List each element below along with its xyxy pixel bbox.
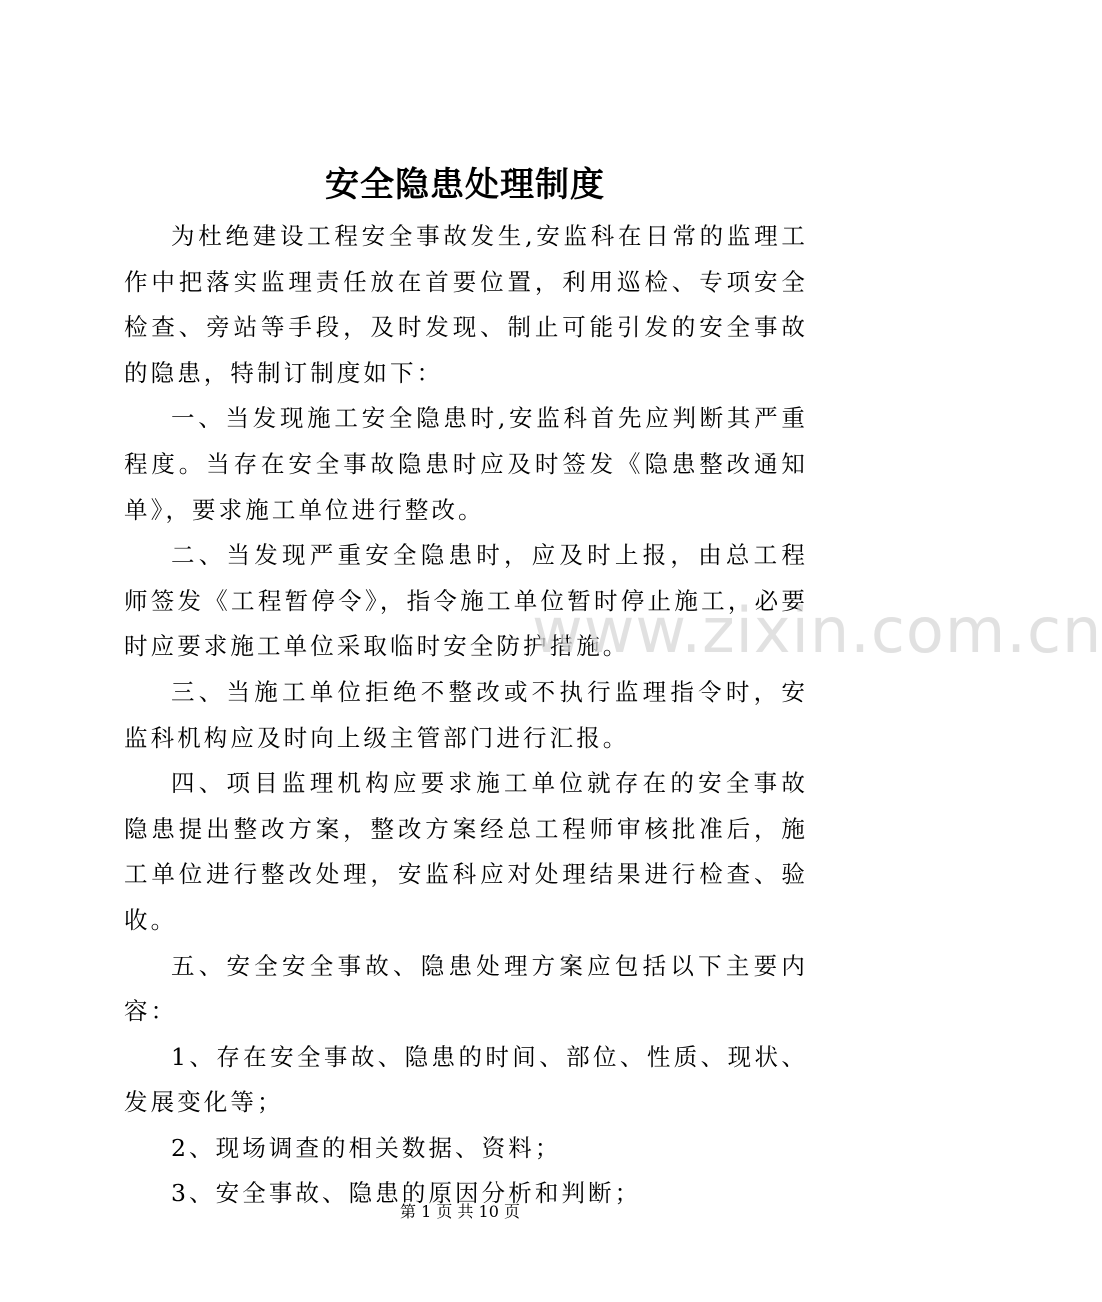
watermark-text: www.zixin.com.cn xyxy=(532,594,1102,667)
list-item-3: 3、安全事故、隐患的原因分析和判断； xyxy=(171,1179,642,1208)
paragraph-item-4: 四、项目监理机构应要求施工单位就存在的安全事故隐患提出整改方案，整改方案经总工程师审核批准后，施工单位进行整改处理，安监科应对处理结果进行检查、验收。 xyxy=(124,769,808,934)
paragraph-item-2: 二、当发现严重安全隐患时，应及时上报，由总工程师签发《工程暂停令》，指令施工单位暂时停止施工，必要时应要求施工单位采取临时安全防护措施。 xyxy=(124,541,808,661)
paragraph-item-3: 三、当施工单位拒绝不整改或不执行监理指令时，安监科机构应及时向上级主管部门进行汇报。 xyxy=(124,677,808,752)
paragraph-intro: 为杜绝建设工程安全事故发生,安监科在日常的监理工作中把落实监理责任放在首要位置，利用巡检、专项安全检查、旁站等手段，及时发现、制止可能引发的安全事故的隐患，特制订制度如下： xyxy=(124,222,808,387)
page-footer: 第 1 页 共 10 页 xyxy=(400,1202,520,1221)
list-item-2: 2、现场调查的相关数据、资料； xyxy=(171,1133,562,1162)
list-item-1: 1、存在安全事故、隐患的时间、部位、性质、现状、发展变化等； xyxy=(124,1042,808,1117)
document-body xyxy=(124,214,808,1217)
paragraph-item-5: 五、安全安全事故、隐患处理方案应包括以下主要内容： xyxy=(124,951,808,1026)
document-title: 安全隐患处理制度 xyxy=(325,165,605,205)
paragraph-item-1: 一、当发现施工安全隐患时,安监科首先应判断其严重程度。当存在安全事故隐患时应及时签发《隐患整改通知单》，要求施工单位进行整改。 xyxy=(124,404,808,524)
